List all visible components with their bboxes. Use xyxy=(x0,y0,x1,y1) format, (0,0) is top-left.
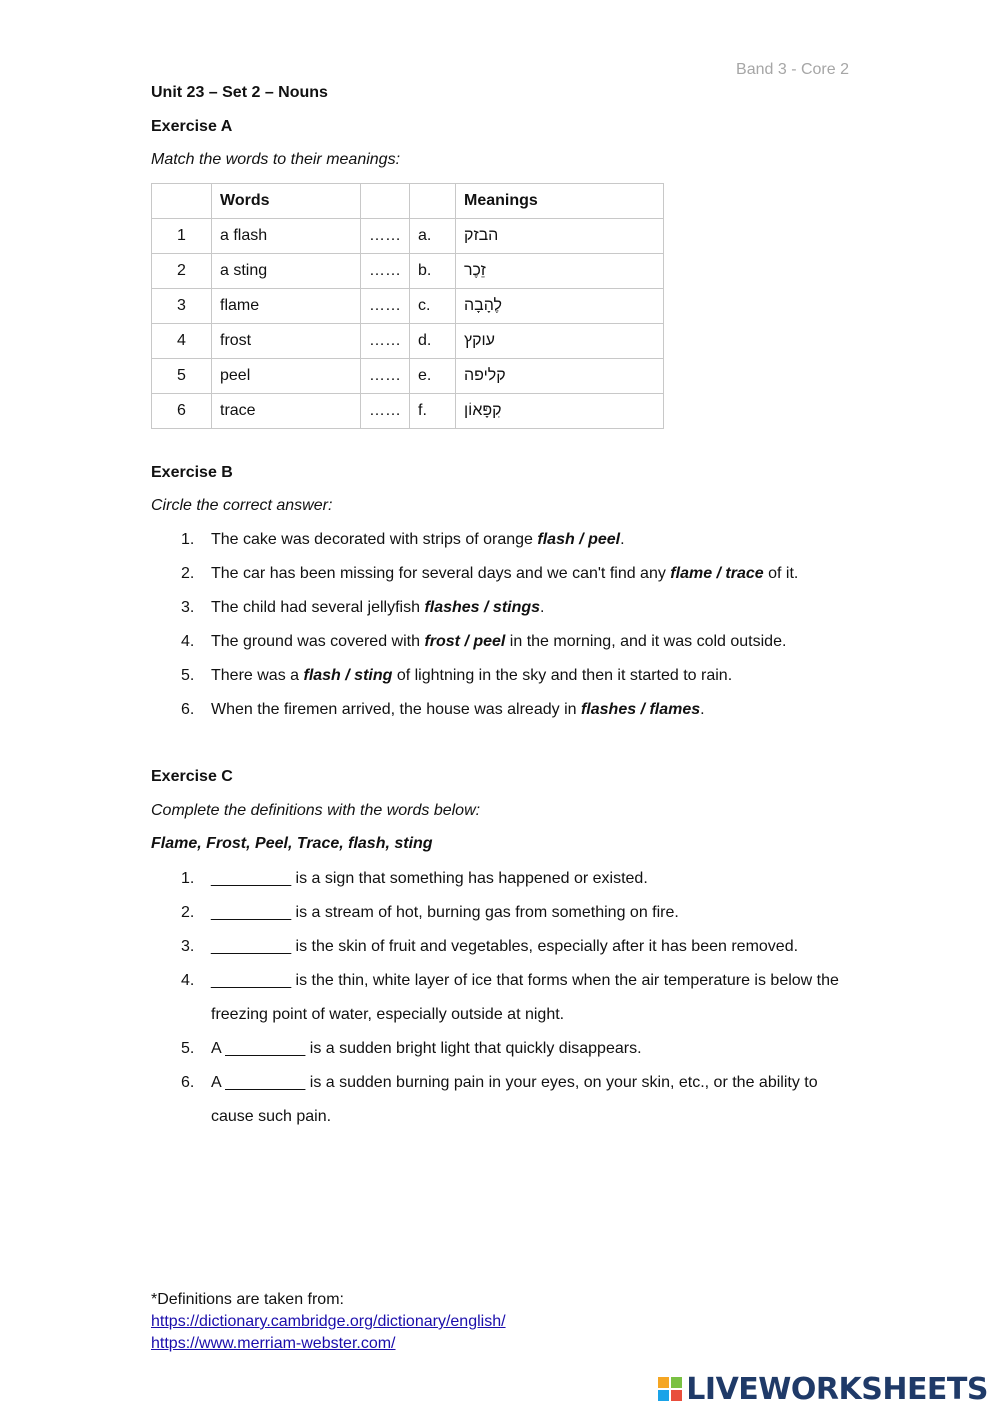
merriam-webster-link[interactable]: https://www.merriam-webster.com/ xyxy=(151,1335,396,1352)
sentence-start: The car has been missing for several days and we can't find any xyxy=(211,565,671,582)
meaning-letter: f. xyxy=(410,394,456,429)
word-cell: flame xyxy=(212,289,361,324)
sentence-end: . xyxy=(700,701,705,718)
table-header-cell xyxy=(361,184,410,219)
logo-text: LIVEWORKSHEETS xyxy=(686,1371,988,1407)
definition-text[interactable]: _________ is a sign that something has happened or existed. xyxy=(211,870,648,887)
meanings-column-header: Meanings xyxy=(456,184,664,219)
item-number: 3. xyxy=(181,938,195,955)
meaning-letter: c. xyxy=(410,289,456,324)
list-item xyxy=(181,862,841,896)
exercise-a-instruction: Match the words to their meanings: xyxy=(151,151,401,168)
row-number: 6 xyxy=(152,394,212,429)
list-item xyxy=(181,659,798,693)
words-column-header: Words xyxy=(212,184,361,219)
exercise-b-heading: Exercise B xyxy=(151,464,233,481)
row-number: 1 xyxy=(152,219,212,254)
list-item xyxy=(181,625,798,659)
meaning-cell: קליפה xyxy=(456,359,664,394)
row-number: 3 xyxy=(152,289,212,324)
list-item xyxy=(181,591,798,625)
answer-options[interactable]: flashes / flames xyxy=(580,701,701,718)
liveworksheets-logo[interactable] xyxy=(658,1371,988,1407)
sentence-start: The ground was covered with xyxy=(211,633,425,650)
list-item xyxy=(181,693,798,727)
answer-blank[interactable]: …… xyxy=(361,324,410,359)
item-number: 5. xyxy=(181,1040,195,1057)
exercise-c-list xyxy=(181,862,841,1134)
meaning-letter: d. xyxy=(410,324,456,359)
exercise-c-instruction: Complete the definitions with the words below: xyxy=(151,802,481,819)
item-number: 4. xyxy=(181,972,195,989)
item-number: 5. xyxy=(181,667,195,684)
definition-text[interactable]: _________ is a stream of hot, burning gas from something on fire. xyxy=(211,904,679,921)
header-tag: Band 3 - Core 2 xyxy=(736,61,849,78)
sentence-start: The cake was decorated with strips of orange xyxy=(211,531,538,548)
meaning-letter: b. xyxy=(410,254,456,289)
list-item xyxy=(181,523,798,557)
answer-blank[interactable]: …… xyxy=(361,394,410,429)
sentence-end: of lightning in the sky and then it started to rain. xyxy=(392,667,733,684)
list-item xyxy=(181,557,798,591)
sentence-end: in the morning, and it was cold outside. xyxy=(505,633,787,650)
table-row xyxy=(152,359,664,394)
meaning-cell: לֶהָבָה xyxy=(456,289,664,324)
footer-sources xyxy=(151,1289,506,1355)
word-bank: Flame, Frost, Peel, Trace, flash, sting xyxy=(151,835,433,852)
definition-text[interactable]: A _________ is a sudden bright light that quickly disappears. xyxy=(211,1040,642,1057)
answer-blank[interactable]: …… xyxy=(361,254,410,289)
sources-note: *Definitions are taken from: xyxy=(151,1291,344,1308)
list-item xyxy=(181,930,841,964)
table-row xyxy=(152,324,664,359)
exercise-a-heading: Exercise A xyxy=(151,118,233,135)
meaning-letter: e. xyxy=(410,359,456,394)
meaning-cell: זֵכֶר xyxy=(456,254,664,289)
answer-options[interactable]: flash / sting xyxy=(303,667,393,684)
item-number: 3. xyxy=(181,599,195,616)
answer-blank[interactable]: …… xyxy=(361,359,410,394)
sentence-end: . xyxy=(620,531,625,548)
list-item xyxy=(181,1066,841,1134)
page-title: Unit 23 – Set 2 – Nouns xyxy=(151,84,328,101)
item-number: 4. xyxy=(181,633,195,650)
sentence-start: There was a xyxy=(211,667,304,684)
logo-icon xyxy=(658,1377,682,1401)
table-row xyxy=(152,289,664,324)
row-number: 5 xyxy=(152,359,212,394)
table-header-row xyxy=(152,184,664,219)
item-number: 2. xyxy=(181,565,195,582)
word-cell: trace xyxy=(212,394,361,429)
answer-options[interactable]: flashes / stings xyxy=(424,599,541,616)
list-item xyxy=(181,964,841,1032)
table-row xyxy=(152,219,664,254)
meaning-cell: קִפָּאוֹן xyxy=(456,394,664,429)
sentence-start: The child had several jellyfish xyxy=(211,599,425,616)
word-cell: a flash xyxy=(212,219,361,254)
row-number: 4 xyxy=(152,324,212,359)
item-number: 6. xyxy=(181,701,195,718)
word-cell: frost xyxy=(212,324,361,359)
word-cell: a sting xyxy=(212,254,361,289)
answer-options[interactable]: flame / trace xyxy=(670,565,764,582)
item-number: 1. xyxy=(181,531,195,548)
sentence-start: When the firemen arrived, the house was already in xyxy=(211,701,581,718)
definition-text[interactable]: _________ is the skin of fruit and vegetables, especially after it has been removed. xyxy=(211,938,799,955)
table-header-cell xyxy=(152,184,212,219)
exercise-b-list xyxy=(181,523,798,727)
answer-options[interactable]: flash / peel xyxy=(537,531,621,548)
list-item xyxy=(181,1032,841,1066)
answer-blank[interactable]: …… xyxy=(361,219,410,254)
definition-text[interactable]: _________ is the thin, white layer of ice that forms when the air temperature is below the freezing point of water, especially outside at night. xyxy=(211,972,839,1023)
meaning-cell: עוקץ xyxy=(456,324,664,359)
row-number: 2 xyxy=(152,254,212,289)
cambridge-link[interactable]: https://dictionary.cambridge.org/dictionary/english/ xyxy=(151,1313,506,1330)
table-row xyxy=(152,394,664,429)
meaning-letter: a. xyxy=(410,219,456,254)
item-number: 2. xyxy=(181,904,195,921)
sentence-end: of it. xyxy=(763,565,799,582)
word-cell: peel xyxy=(212,359,361,394)
list-item xyxy=(181,896,841,930)
matching-table xyxy=(151,183,664,429)
table-header-cell xyxy=(410,184,456,219)
exercise-b-instruction: Circle the correct answer: xyxy=(151,497,333,514)
definition-text[interactable]: A _________ is a sudden burning pain in your eyes, on your skin, etc., or the ability to cause such pain. xyxy=(211,1074,818,1125)
item-number: 6. xyxy=(181,1074,195,1091)
meaning-cell: הבזק xyxy=(456,219,664,254)
answer-options[interactable]: frost / peel xyxy=(424,633,506,650)
table-row xyxy=(152,254,664,289)
item-number: 1. xyxy=(181,870,195,887)
exercise-c-heading: Exercise C xyxy=(151,768,233,785)
sentence-end: . xyxy=(540,599,545,616)
answer-blank[interactable]: …… xyxy=(361,289,410,324)
